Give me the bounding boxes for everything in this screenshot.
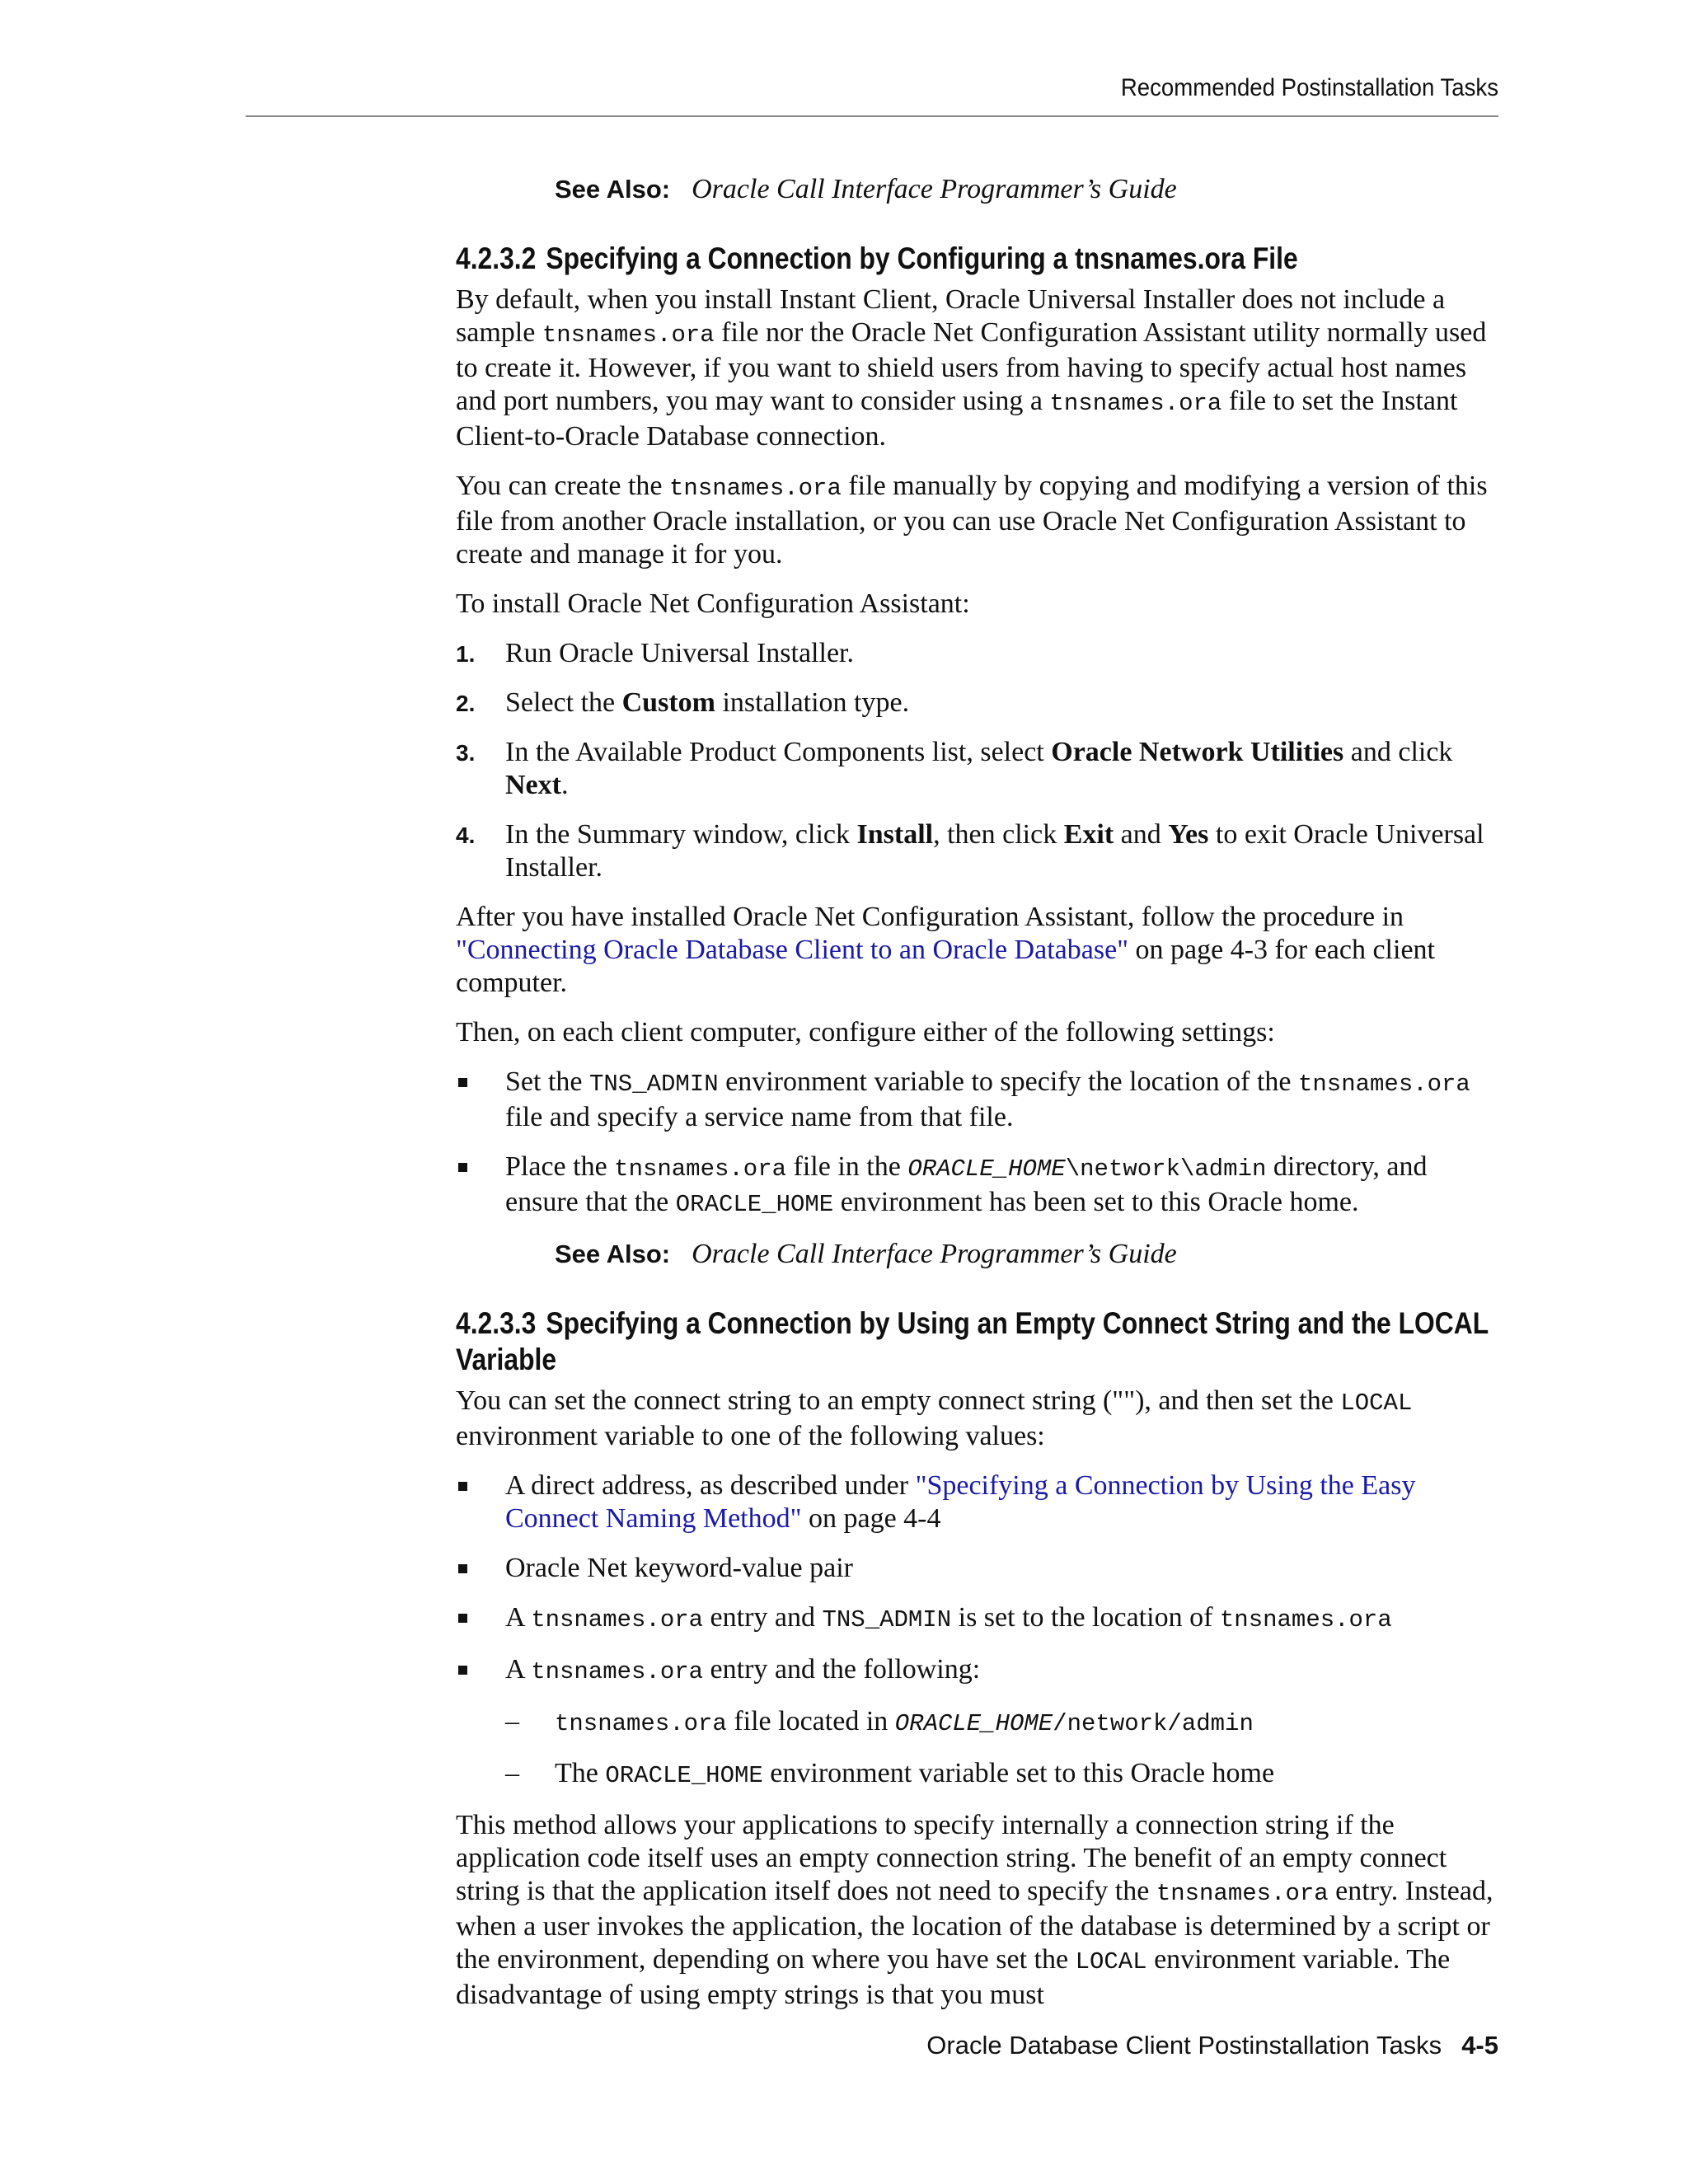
text: file nor the Oracle Net Configuration Assistant utility normally used to create it. However, if you want to shield users from having to specify actual host names and port numbers, you may want to consider using a [456,317,1487,416]
step-number: 2. [456,691,476,716]
list-item [456,637,1503,670]
dash-bullet: – [505,1758,519,1788]
code-text: \network\admin [1065,1155,1267,1183]
paragraph [456,1809,1503,2012]
header-rule [246,115,1498,117]
section-number: 4.2.3.2 [456,241,537,275]
code-text: ORACLE_HOME [605,1762,763,1789]
text: Place the [505,1151,615,1182]
code-text: TNS_ADMIN [588,1071,719,1098]
sub-list [505,1705,1503,1793]
text: file manually by copying and modifying a version of this file from another Oracle installation, or you can use Oracle Net Configuration Assistant to create and manage it for you. [456,471,1488,569]
text: . [560,770,569,800]
page-number: 4-5 [1461,2031,1498,2060]
text: directory, and ensure that the [505,1151,1428,1217]
text: Select the [505,687,622,718]
code-text: /network/admin [1053,1710,1254,1737]
text: After you have installed Oracle Net Configuration Assistant, follow the procedure in [456,902,1404,932]
section-title: Specifying a Connection by Using an Empty Connect String and the LOCAL Variable [456,1306,1489,1376]
running-header: Recommended Postinstallation Tasks [1120,74,1498,101]
section-number: 4.2.3.3 [456,1306,537,1340]
text: on page 4-3 for each client computer. [456,935,1435,998]
code-text: tnsnames.ora [1219,1606,1392,1633]
text: file and specify a service name from that file. [505,1102,1014,1132]
square-bullet-icon [458,1163,467,1172]
list-item [456,1601,1503,1637]
code-text: tnsnames.ora [1049,390,1222,417]
text: installation type. [715,687,910,718]
text: The [555,1758,606,1788]
see-also-reference: Oracle Call Interface Programmer’s Guide [692,1239,1177,1269]
see-also-reference: Oracle Call Interface Programmer’s Guide [692,174,1177,204]
square-bullet-icon [458,1564,467,1573]
sub-list-item [505,1757,1503,1793]
bold-text: Oracle Network Utilities [1051,737,1344,767]
text: environment variable to one of the following values: [456,1421,1045,1451]
paragraph [456,1385,1503,1453]
text: , then click [933,819,1064,850]
text: to exit Oracle Universal Installer. [505,819,1484,883]
paragraph [456,284,1503,453]
code-text: LOCAL [1340,1390,1413,1417]
text: and click [1343,737,1453,767]
see-also-note [555,1238,1503,1271]
square-bullet-icon [458,1482,467,1491]
list-item [456,736,1503,802]
text: entry. Instead, when a user invokes the application, the location of the database is determined by a script or the environment, depending on where you have set the [456,1876,1493,1975]
text: You can set the connect string to an empty connect string (""), and then set the [456,1385,1341,1416]
code-text: tnsnames.ora [614,1155,787,1183]
section-heading-4-2-3-3 [456,1305,1500,1378]
code-text: tnsnames.ora [542,321,715,349]
list-item [456,818,1503,884]
settings-list [456,1066,1503,1221]
text: entry and the following: [703,1654,981,1685]
text: on page 4-4 [801,1503,941,1534]
paragraph [456,470,1503,571]
text: A direct address, as described under [505,1470,916,1501]
values-list [456,1469,1503,1793]
code-text: LOCAL [1075,1948,1147,1975]
see-also-label: See Also: [555,175,671,204]
text: environment has been set to this Oracle home. [833,1187,1359,1217]
list-item [456,1151,1503,1221]
code-text: tnsnames.ora [1156,1880,1329,1907]
text: is set to the location of [951,1602,1220,1633]
paragraph: Then, on each client computer, configure either of the following settings: [456,1017,1275,1047]
text: This method allows your applications to specify internally a connection string if the application code itself uses an empty connection string. The benefit of an empty connect string is that the application itself does not need to specify the [456,1810,1447,1906]
code-text: tnsnames.ora [555,1710,727,1737]
list-item [456,1552,1503,1585]
paragraph: To install Oracle Net Configuration Assistant: [456,588,970,619]
text: Oracle Net keyword-value pair [505,1553,853,1583]
cross-reference-link[interactable]: "Connecting Oracle Database Client to an Oracle Database" [456,935,1129,965]
code-text: tnsnames.ora [531,1606,704,1633]
step-number: 1. [456,641,476,667]
code-text: tnsnames.ora [531,1658,704,1685]
text: In the Available Product Components list, select [505,737,1052,767]
bold-text: Install [856,819,934,850]
see-also-label: See Also: [555,1240,671,1268]
sub-list-item [505,1705,1503,1741]
page-body [456,173,1503,2028]
install-steps-list [456,637,1503,884]
text: environment variable to specify the location of the [718,1066,1298,1097]
text: By default, when you install Instant Client, Oracle Universal Installer does not include a sample [456,284,1446,348]
text: A [505,1602,532,1633]
code-italic-text: ORACLE_HOME [894,1710,1053,1737]
see-also-note [555,173,1503,206]
text: entry and [703,1602,823,1633]
text: file in the [786,1151,908,1182]
section-heading-4-2-3-2 [456,241,1500,277]
bold-text: Next [505,770,561,800]
list-item [456,1066,1503,1134]
text: environment variable. The disadvantage of using empty strings is that you must [456,1944,1451,2010]
list-item [456,687,1503,719]
square-bullet-icon [458,1614,467,1623]
section-title: Specifying a Connection by Configuring a tnsnames.ora File [546,241,1298,275]
text: In the Summary window, click [505,819,857,850]
code-text: tnsnames.ora [1298,1071,1470,1098]
bold-text: Custom [621,687,715,718]
code-text: ORACLE_HOME [675,1191,834,1218]
footer-chapter-title: Oracle Database Client Postinstallation Tasks [926,2031,1442,2060]
bold-text: Yes [1168,819,1209,850]
text: You can create the [456,471,670,501]
square-bullet-icon [458,1666,467,1675]
code-text: tnsnames.ora [669,475,842,502]
text: Run Oracle Universal Installer. [505,638,854,668]
cross-reference-link[interactable]: "Specifying a Connection by Using the Easy Connect Naming Method" [505,1470,1416,1534]
page-footer [926,2031,1498,2060]
square-bullet-icon [458,1078,467,1087]
text: and [1114,819,1169,850]
list-item [456,1469,1503,1535]
text: file located in [726,1706,895,1736]
text: environment variable set to this Oracle home [762,1758,1275,1788]
text: file to set the Instant Client-to-Oracle Database connection. [456,386,1458,452]
step-number: 4. [456,823,476,848]
text: A [505,1654,532,1685]
bold-text: Exit [1063,819,1114,850]
code-text: TNS_ADMIN [822,1606,952,1633]
list-item [456,1653,1503,1793]
dash-bullet: – [505,1706,519,1736]
step-number: 3. [456,740,476,766]
code-italic-text: ORACLE_HOME [907,1155,1066,1183]
paragraph [456,901,1503,1000]
text: Set the [505,1066,589,1097]
